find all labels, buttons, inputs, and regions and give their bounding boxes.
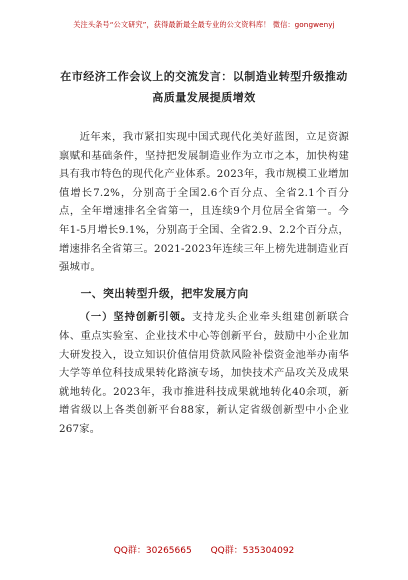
header-banner: 关注头条号“公文研究”，获得最新最全最专业的公文资料库！ 微信：gongwenyj bbox=[73, 20, 335, 29]
sub-heading-1: （一）坚持创新引领。 bbox=[79, 311, 193, 324]
footer-qq-group-1: QQ群：30265665 bbox=[113, 546, 192, 556]
footer bbox=[0, 543, 408, 556]
sub-section-paragraph-1 bbox=[59, 308, 349, 438]
footer-qq-group-2: QQ群：535304092 bbox=[210, 546, 295, 556]
document-body bbox=[59, 128, 349, 439]
sub-section-text-1: 支持龙头企业牵头组建创新联合体、重点实验室、企业技术中心等创新平台，鼓励中小企业加大研发投入，设立知识价值信用贷款风险补偿资金池举办南华大学等单位科技成果转化路演专场，加快技术产品攻关及成果就地转化。2023年，我市推进科技成果就地转化40余项，新增省级以上各类创新平台88家，新认定省级创新型中小企业267家。 bbox=[59, 311, 350, 435]
intro-paragraph: 近年来，我市紧扣实现中国式现代化美好蓝图，立足资源禀赋和基础条件，坚持把发展制造业作为立市之本，加快构建具有我市特色的现代化产业体系。2023年，我市规模工业增加值增长7.2%，分别高于全国2.6个百分点、全省2.1个百分点，全年增速排名全省第一，且连续9个月位居全省第一。今年1-5月增长9.1%，分别高于全国、全省2.9、2.2个百分点，增速排名全省第三。2021-2023年连续三年上榜先进制造业百强城市。 bbox=[59, 131, 349, 274]
title-line-2: 高质量发展提质增效 bbox=[152, 91, 256, 104]
title-line-1: 在市经济工作会议上的交流发言：以制造业转型升级推动 bbox=[60, 70, 348, 83]
section-heading-1: 一、突出转型升级，把牢发展方向 bbox=[80, 286, 249, 300]
document-title bbox=[34, 66, 374, 108]
